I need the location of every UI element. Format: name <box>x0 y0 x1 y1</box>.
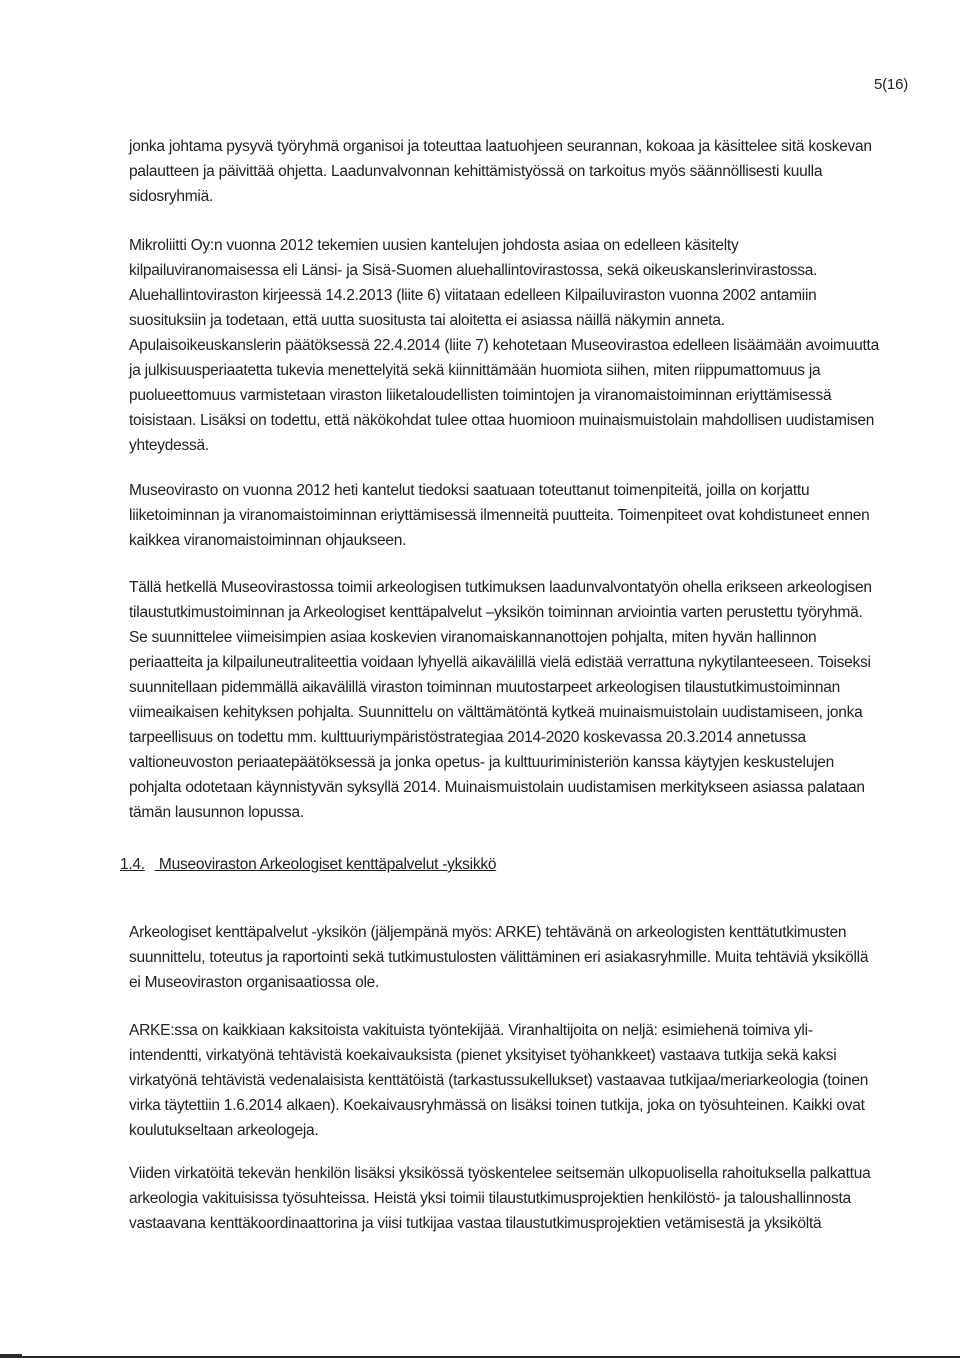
text-line: tilaustutkimustoiminnan ja Arkeologiset kenttäpalvelut –yksikön toiminnan arviointia varten perustettu työryhmä. <box>129 604 863 621</box>
text-line: sidosryhmiä. <box>129 188 213 205</box>
section-heading-number: 1.4. <box>120 856 145 873</box>
text-line: valtioneuvoston periaatepäätöksessä ja jonka opetus- ja kulttuuriministeriön kanssa käytyjen keskustelujen <box>129 754 834 771</box>
text-line: koulutukseltaan arkeologeja. <box>129 1122 319 1139</box>
text-line: Mikroliitti Oy:n vuonna 2012 tekemien uusien kantelujen johdosta asiaa on edelleen käsitelty <box>129 237 739 254</box>
text-line: ja julkisuusperiaatetta tukevia menettelyitä sekä kiinnittämään huomiota siihen, miten riippumattomuus ja <box>129 362 821 379</box>
section-heading-title: Museoviraston Arkeologiset kenttäpalvelut -yksikkö <box>158 856 497 873</box>
page-number: 5(16) <box>874 76 909 93</box>
text-line: Museovirasto on vuonna 2012 heti kantelut tiedoksi saatuaan toteuttanut toimenpiteitä, joilla on korjattu <box>129 482 810 499</box>
text-line: Aluehallintoviraston kirjeessä 14.2.2013 (liite 6) viitataan edelleen Kilpailuviraston vuonna 2002 antamiin <box>129 287 817 304</box>
text-line: jonka johtama pysyvä työryhmä organisoi ja toteuttaa laatuohjeen seurannan, kokoaa ja käsittelee sitä koskevan <box>129 138 872 155</box>
paragraph-7 <box>129 1161 899 1236</box>
text-line: vastaavana kenttäkoordinaattorina ja viisi tutkijaa vastaa tilaustutkimusprojektien vetämisestä ja yksiköltä <box>129 1215 822 1232</box>
paragraph-5 <box>129 920 899 995</box>
text-line: suunnittelu, toteutus ja raportointi sekä tutkimustulosten välittäminen eri asiakasryhmille. Muita tehtäviä yksiköllä <box>129 949 869 966</box>
text-line: toisistaan. Lisäksi on todettu, että näkökohdat tulee ottaa huomioon muinaismuistolain mahdollisen uudistamisen <box>129 412 875 429</box>
paragraph-1 <box>129 134 899 209</box>
text-line: pohjalta odotetaan käynnistyvän syksyllä 2014. Muinaismuistolain uudistamisen merkitykseen asiassa palataan <box>129 779 865 796</box>
text-line: Apulaisoikeuskanslerin päätöksessä 22.4.2014 (liite 7) kehotetaan Museovirastoa edelleen lisäämään avoimuutta <box>129 337 879 354</box>
paragraph-4 <box>129 575 899 825</box>
text-line: arkeologia vakituisissa työsuhteissa. Heistä yksi toimii tilaustutkimusprojektien henkilöstö- ja taloushallinnosta <box>129 1190 851 1207</box>
text-line: Se suunnittelee viimeisimpien asiaa koskevien viranomaiskannanottojen pohjalta, miten hyvän hallinnon <box>129 629 817 646</box>
text-line: suunnitellaan pidemmällä aikavälillä viraston toiminnan muutostarpeet arkeologisen tilaustutkimustoiminnan <box>129 679 841 696</box>
text-line: suosituksiin ja todetaan, että uutta suositusta tai aloitetta ei asiassa näillä näkymin anneta. <box>129 312 725 329</box>
text-line: periaatteita ja kilpailuneutraliteettia voidaan lyhyellä aikavälillä vielä edistää verrattuna nykytilanteeseen. Toiseksi <box>129 654 871 671</box>
text-line: tämän lausunnon lopussa. <box>129 804 304 821</box>
text-line: intendentti, virkatyönä tehtävistä koekaivauksista (pienet yksityiset työhankkeet) vastaava tutkija sekä kaksi <box>129 1047 837 1064</box>
text-line: liiketoiminnan ja viranomaistoiminnan eriyttämisessä ilmenneitä puutteita. Toimenpiteet ovat kohdistuneet ennen <box>129 507 870 524</box>
text-line: Arkeologiset kenttäpalvelut -yksikön (jäljempänä myös: ARKE) tehtävänä on arkeologisten kenttätutkimusten <box>129 924 847 941</box>
paragraph-6 <box>129 1018 899 1143</box>
text-line: kaikkea viranomaistoiminnan ohjaukseen. <box>129 532 407 549</box>
text-line: Tällä hetkellä Museovirastossa toimii arkeologisen tutkimuksen laadunvalvontatyön ohella erikseen arkeologisen <box>129 579 872 596</box>
text-line: tarpeellisuus on todettu mm. kulttuuriympäristöstrategiaa 2014-2020 koskevassa 20.3.2014 annetussa <box>129 729 806 746</box>
text-line: ei Museoviraston organisaatiossa ole. <box>129 974 380 991</box>
text-line: yhteydessä. <box>129 437 209 454</box>
text-line: viimeaikaisen kehityksen pohjalta. Suunnittelu on välttämätöntä kytkeä muinaismuistolain uudistamiseen, jonka <box>129 704 863 721</box>
paragraph-3 <box>129 478 899 553</box>
section-heading <box>120 852 496 877</box>
text-line: palautteen ja päivittää ohjetta. Laadunvalvonnan kehittämistyössä on tarkoitus myös säännöllisesti kuulla <box>129 163 823 180</box>
text-line: virka täytettiin 1.6.2014 alkaen). Koekaivausryhmässä on lisäksi toinen tutkija, joka on työsuhteinen. Kaikki ovat <box>129 1097 865 1114</box>
paragraph-2 <box>129 233 899 458</box>
text-line: puolueettomuus varmistetaan viraston liiketaloudellisten toimintojen ja viranomaistoiminnan eriyttämisessä <box>129 387 832 404</box>
text-line: kilpailuviranomaisessa eli Länsi- ja Sisä-Suomen aluehallintovirastossa, sekä oikeuskanslerinvirastossa. <box>129 262 818 279</box>
text-line: virkatyönä tehtävistä vedenalaisista kenttätöistä (tarkastussukellukset) vastaavaa tutkijaa/meriarkeologia (toinen <box>129 1072 869 1089</box>
text-line: Viiden virkatöitä tekevän henkilön lisäksi yksikössä työskentelee seitsemän ulkopuolisella rahoituksella palkattua <box>129 1165 871 1182</box>
text-line: ARKE:ssa on kaikkiaan kaksitoista vakituista työntekijää. Viranhaltijoita on neljä: esimiehenä toimiva yli- <box>129 1022 813 1039</box>
